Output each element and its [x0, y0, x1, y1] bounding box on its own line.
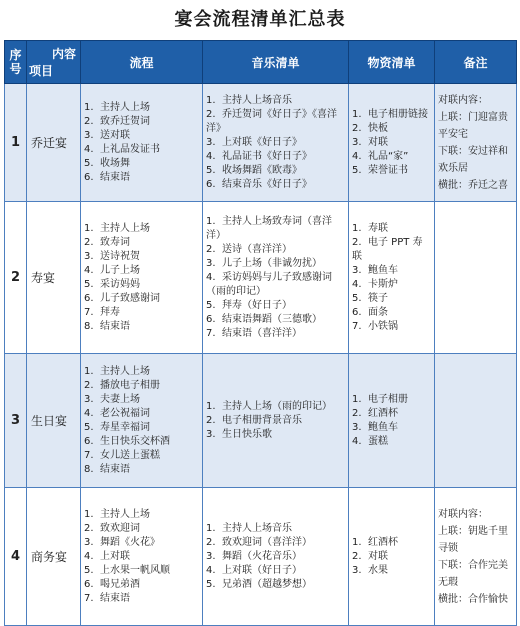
flow-step [84, 236, 199, 250]
list-text: 采访妈妈 [100, 278, 140, 290]
table-row [5, 202, 517, 354]
list-number: 3. [84, 129, 94, 141]
list-number: 3. [84, 393, 94, 405]
list-number: 6. [206, 313, 216, 325]
music-item [206, 164, 345, 178]
header-item-top: 内容 [51, 47, 76, 61]
list-text: 主持人上场（雨的印记） [222, 400, 332, 412]
music-item [206, 94, 345, 108]
list-text: 结束语 [100, 320, 130, 332]
music-item [206, 178, 345, 192]
list-text: 收场舞 [100, 157, 130, 169]
goods-item [352, 236, 431, 264]
list-number: 2. [206, 414, 216, 426]
goods-item [352, 435, 431, 449]
flow-step [84, 536, 199, 550]
list-text: 上对联 [100, 550, 130, 562]
list-number: 3. [84, 536, 94, 548]
flow-step [84, 435, 199, 449]
row-number: 2 [5, 202, 27, 354]
music-item [206, 215, 345, 243]
list-text: 生日快乐歌 [222, 428, 272, 440]
list-text: 主持人上场 [100, 508, 150, 520]
list-number: 8. [84, 463, 94, 475]
list-text: 电子相册链接 [368, 108, 428, 120]
list-text: 主持人上场音乐 [222, 522, 292, 534]
list-text: 播放电子相册 [100, 379, 160, 391]
flow-step [84, 115, 199, 129]
goods-item [352, 136, 431, 150]
list-text: 舞蹈（火花音乐） [222, 550, 302, 562]
goods-item [352, 306, 431, 320]
music-item [206, 550, 345, 564]
list-text: 礼品证书《好日子》 [222, 150, 312, 162]
music-cell [203, 84, 349, 202]
note-line: 横批：合作愉快 [438, 593, 508, 605]
music-cell [203, 202, 349, 354]
list-number: 2. [352, 236, 362, 248]
list-text: 夫妻上场 [100, 393, 140, 405]
flow-step [84, 278, 199, 292]
flow-step [84, 222, 199, 236]
goods-item [352, 407, 431, 421]
list-text: 结束语 [100, 171, 130, 183]
flow-step [84, 292, 199, 306]
list-number: 3. [206, 257, 216, 269]
row-number: 1 [5, 84, 27, 202]
list-number: 4. [84, 550, 94, 562]
header-music: 音乐清单 [203, 41, 349, 84]
list-text: 结束语舞蹈（三德歌） [222, 313, 322, 325]
list-number: 7. [84, 592, 94, 604]
list-number: 6. [84, 435, 94, 447]
list-number: 5. [352, 164, 362, 176]
flow-step [84, 306, 199, 320]
music-item [206, 299, 345, 313]
flow-step [84, 592, 199, 606]
list-text: 电子 PPT 寿联 [352, 236, 423, 262]
note-line: 上联：门迎富贵平安宅 [438, 111, 508, 140]
music-item [206, 271, 345, 299]
list-text: 兄弟酒（超越梦想） [222, 578, 312, 590]
list-text: 舞蹈《火花》 [100, 536, 160, 548]
list-text: 上对联《好日子》 [222, 136, 302, 148]
list-text: 女儿送上蛋糕 [100, 449, 160, 461]
list-text: 快板 [368, 122, 388, 134]
row-event-name: 寿宴 [27, 202, 81, 354]
flow-cell [81, 202, 203, 354]
list-number: 1. [352, 222, 362, 234]
flow-cell [81, 84, 203, 202]
list-number: 8. [84, 320, 94, 332]
music-item [206, 136, 345, 150]
notes-cell [435, 488, 517, 626]
note-line: 对联内容： [438, 94, 488, 106]
list-number: 1. [352, 108, 362, 120]
list-number: 2. [352, 122, 362, 134]
goods-item [352, 421, 431, 435]
goods-cell [349, 202, 435, 354]
notes-cell [435, 354, 517, 488]
goods-item [352, 150, 431, 164]
list-text: 面条 [368, 306, 388, 318]
list-number: 3. [352, 421, 362, 433]
list-number: 2. [84, 522, 94, 534]
list-number: 5. [206, 578, 216, 590]
list-text: 上水果一帆风顺 [100, 564, 170, 576]
flow-step [84, 449, 199, 463]
row-number: 4 [5, 488, 27, 626]
flow-step [84, 250, 199, 264]
music-item [206, 243, 345, 257]
list-number: 3. [206, 550, 216, 562]
list-text: 乔迁贺词《好日子》《喜洋洋》 [206, 108, 337, 134]
banquet-table [4, 40, 517, 626]
music-item [206, 564, 345, 578]
goods-item [352, 536, 431, 550]
flow-step [84, 320, 199, 334]
list-number: 4. [84, 407, 94, 419]
flow-step [84, 365, 199, 379]
notes-cell [435, 202, 517, 354]
list-text: 蛋糕 [368, 435, 388, 447]
flow-step [84, 522, 199, 536]
list-text: 送诗祝贺 [100, 250, 140, 262]
flow-step [84, 578, 199, 592]
header-flow: 流程 [81, 41, 203, 84]
list-number: 5. [206, 164, 216, 176]
goods-cell [349, 488, 435, 626]
flow-step [84, 143, 199, 157]
list-number: 3. [206, 136, 216, 148]
header-seq [5, 41, 27, 84]
list-number: 4. [352, 278, 362, 290]
goods-item [352, 278, 431, 292]
list-text: 致寿词 [100, 236, 130, 248]
list-number: 1. [206, 94, 216, 106]
music-item [206, 108, 345, 136]
header-seq-label: 序号 [9, 48, 22, 76]
list-text: 电子相册背景音乐 [222, 414, 302, 426]
list-number: 1. [352, 393, 362, 405]
header-item-bottom: 项目 [29, 64, 54, 78]
list-number: 7. [352, 320, 362, 332]
list-number: 5. [84, 278, 94, 290]
table-row [5, 84, 517, 202]
music-item [206, 257, 345, 271]
list-number: 5. [206, 299, 216, 311]
table-row [5, 488, 517, 626]
list-number: 2. [206, 243, 216, 255]
goods-item [352, 108, 431, 122]
flow-step [84, 157, 199, 171]
list-number: 1. [206, 522, 216, 534]
music-item [206, 428, 345, 442]
list-number: 2. [352, 407, 362, 419]
row-event-name: 乔迁宴 [27, 84, 81, 202]
page-title: 宴会流程清单汇总表 [174, 9, 346, 30]
list-number: 7. [84, 306, 94, 318]
goods-cell [349, 84, 435, 202]
list-text: 小铁锅 [368, 320, 398, 332]
list-text: 送诗（喜洋洋） [222, 243, 292, 255]
list-text: 结束语 [100, 592, 130, 604]
list-text: 上对联（好日子） [222, 564, 302, 576]
list-text: 结束语 [100, 463, 130, 475]
list-number: 2. [84, 236, 94, 248]
goods-item [352, 164, 431, 178]
list-text: 儿子上场（非诚勿扰） [222, 257, 322, 269]
list-number: 3. [352, 136, 362, 148]
list-text: 寿联 [368, 222, 388, 234]
list-text: 喝兄弟酒 [100, 578, 140, 590]
list-number: 4. [352, 150, 362, 162]
music-cell [203, 354, 349, 488]
flow-step [84, 264, 199, 278]
list-number: 7. [84, 449, 94, 461]
header-goods: 物资清单 [349, 41, 435, 84]
note-line: 上联：钥匙千里寻锁 [438, 525, 508, 554]
list-number: 4. [206, 564, 216, 576]
list-text: 卡斯炉 [368, 278, 398, 290]
list-text: 收场舞蹈《欧毒》 [222, 164, 302, 176]
row-number: 3 [5, 354, 27, 488]
list-text: 致乔迁贺词 [100, 115, 150, 127]
list-text: 生日快乐交杯酒 [100, 435, 170, 447]
list-text: 寿星幸福词 [100, 421, 150, 433]
list-text: 鲍鱼车 [368, 421, 398, 433]
list-text: 致欢迎词（喜洋洋） [222, 536, 312, 548]
list-number: 4. [352, 435, 362, 447]
note-line: 下联：安过祥和欢乐居 [438, 145, 508, 174]
music-item [206, 522, 345, 536]
flow-step [84, 379, 199, 393]
music-item [206, 578, 345, 592]
list-number: 5. [352, 292, 362, 304]
row-event-name: 生日宴 [27, 354, 81, 488]
list-number: 6. [84, 578, 94, 590]
goods-item [352, 550, 431, 564]
notes-cell [435, 84, 517, 202]
list-number: 4. [84, 264, 94, 276]
list-text: 主持人上场致寿词（喜洋洋） [206, 215, 332, 241]
list-number: 1. [206, 215, 216, 227]
goods-item [352, 320, 431, 334]
list-text: 送对联 [100, 129, 130, 141]
table-header-row [5, 41, 517, 84]
flow-step [84, 393, 199, 407]
list-number: 5. [84, 564, 94, 576]
music-item [206, 313, 345, 327]
list-number: 4. [206, 271, 216, 283]
flow-step [84, 550, 199, 564]
music-item [206, 400, 345, 414]
list-number: 4. [206, 150, 216, 162]
list-number: 3. [352, 564, 362, 576]
list-number: 1. [84, 508, 94, 520]
list-number: 3. [84, 250, 94, 262]
music-item [206, 327, 345, 341]
flow-step [84, 421, 199, 435]
list-text: 主持人上场 [100, 101, 150, 113]
list-text: 主持人上场音乐 [222, 94, 292, 106]
list-number: 2. [352, 550, 362, 562]
list-number: 5. [84, 157, 94, 169]
flow-step [84, 129, 199, 143]
list-number: 1. [84, 222, 94, 234]
list-number: 2. [84, 379, 94, 391]
goods-cell [349, 354, 435, 488]
list-text: 拜寿（好日子） [222, 299, 292, 311]
list-text: 采访妈妈与儿子致感谢词（雨的印记） [206, 271, 332, 297]
list-text: 红酒杯 [368, 407, 398, 419]
list-text: 电子相册 [368, 393, 408, 405]
note-line: 横批：乔迁之喜 [438, 179, 508, 191]
table-row [5, 354, 517, 488]
flow-step [84, 101, 199, 115]
list-text: 主持人上场 [100, 365, 150, 377]
list-text: 对联 [368, 136, 388, 148]
list-number: 2. [206, 536, 216, 548]
list-number: 6. [84, 171, 94, 183]
row-event-name: 商务宴 [27, 488, 81, 626]
list-text: 结束语（喜洋洋） [222, 327, 302, 339]
list-text: 鲍鱼车 [368, 264, 398, 276]
list-number: 7. [206, 327, 216, 339]
list-number: 1. [206, 400, 216, 412]
goods-item [352, 292, 431, 306]
list-text: 荣誉证书 [368, 164, 408, 176]
goods-item [352, 264, 431, 278]
list-number: 2. [84, 115, 94, 127]
list-text: 老公祝福词 [100, 407, 150, 419]
list-text: 拜寿 [100, 306, 120, 318]
flow-step [84, 171, 199, 185]
list-text: 致欢迎词 [100, 522, 140, 534]
list-text: 儿子致感谢词 [100, 292, 160, 304]
list-number: 2. [206, 108, 216, 120]
flow-cell [81, 354, 203, 488]
flow-step [84, 407, 199, 421]
header-item [27, 41, 81, 84]
list-text: 水果 [368, 564, 388, 576]
flow-cell [81, 488, 203, 626]
header-notes: 备注 [435, 41, 517, 84]
music-item [206, 150, 345, 164]
list-text: 儿子上场 [100, 264, 140, 276]
list-text: 礼品“家” [368, 150, 409, 162]
list-text: 上礼品发证书 [100, 143, 160, 155]
note-line: 下联：合作完美无瑕 [438, 559, 508, 588]
list-number: 6. [206, 178, 216, 190]
flow-step [84, 463, 199, 477]
list-text: 对联 [368, 550, 388, 562]
flow-step [84, 564, 199, 578]
list-text: 筷子 [368, 292, 388, 304]
goods-item [352, 122, 431, 136]
list-number: 6. [84, 292, 94, 304]
music-cell [203, 488, 349, 626]
note-line: 对联内容： [438, 508, 488, 520]
flow-step [84, 508, 199, 522]
table-body [5, 84, 517, 626]
list-number: 3. [206, 428, 216, 440]
music-item [206, 414, 345, 428]
goods-item [352, 393, 431, 407]
list-number: 1. [84, 101, 94, 113]
list-number: 3. [352, 264, 362, 276]
list-number: 5. [84, 421, 94, 433]
list-number: 1. [352, 536, 362, 548]
goods-item [352, 222, 431, 236]
music-item [206, 536, 345, 550]
list-number: 1. [84, 365, 94, 377]
list-text: 红酒杯 [368, 536, 398, 548]
list-number: 6. [352, 306, 362, 318]
goods-item [352, 564, 431, 578]
list-text: 结束音乐《好日子》 [222, 178, 312, 190]
list-number: 4. [84, 143, 94, 155]
list-text: 主持人上场 [100, 222, 150, 234]
